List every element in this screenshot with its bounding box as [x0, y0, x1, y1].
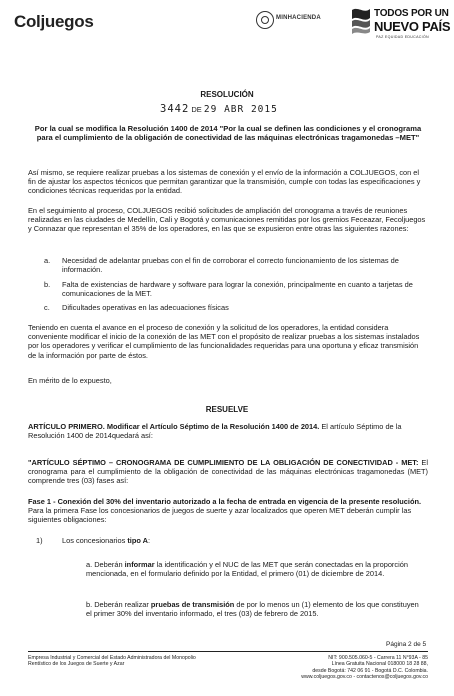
- page-number: Página 2 de 5: [386, 641, 427, 648]
- list-letter-b: b.: [44, 280, 51, 289]
- resolution-subject: Por la cual se modifica la Resolución 1400 de 2014 "Por la cual se definen las condiciones y el cronograma para el cumplimiento de la obligación de conectividad de las máquinas electrónicas tragamonedas –MET": [34, 124, 422, 143]
- article-first-text: El artículo Séptimo de la Resolución 1400 de 2014quedará así:: [28, 422, 402, 441]
- footer-web: www.coljuegos.gov.co - contactenos@coljuegos.gov.co: [301, 674, 428, 681]
- footer-contact: [270, 655, 428, 681]
- ministry-label: MINHACIENDA: [276, 15, 321, 21]
- item-1-post: :: [148, 536, 151, 545]
- list-letter-c: c.: [44, 303, 50, 312]
- item-1-bold: tipo A: [127, 536, 148, 545]
- item-1-pre: Los concesionarios: [62, 536, 128, 545]
- brand-slogan-line1: TODOS POR UN: [374, 8, 449, 19]
- paragraph-2: En el seguimiento al proceso, COLJUEGOS recibió solicitudes de ampliación del cronograma a través de reuniones realizadas en las ciudades de Medellín, Cali y Bogotá y comunicaciones remitidas por los gremios Feceazar, Fecoljuegos y Connazar que representan el 35% de los operadores, en las que se expusieron entre otras las siguientes razones:: [28, 206, 426, 234]
- brand-slogan-line2: NUEVO PAÍS: [374, 19, 451, 34]
- article-seventh-title: "ARTÍCULO SÉPTIMO – CRONOGRAMA DE CUMPLIMIENTO DE LA OBLIGACIÓN DE CONECTIVIDAD - MET:: [28, 458, 419, 467]
- article-seventh: [28, 458, 428, 486]
- footer-divider: [28, 651, 428, 652]
- phase-1-text: Para la primera Fase los concesionarios de juegos de suerte y azar localizados que operen MET deberán cumplir las siguientes obligaciones:: [28, 506, 412, 525]
- resolution-number: 3442: [160, 103, 190, 115]
- footer-nit: NIT: 900.505.060-5 - Carrera 11 N°93A - 85: [328, 655, 428, 661]
- sub-item-b: [86, 600, 426, 618]
- resolution-title: RESOLUCIÓN: [200, 90, 254, 99]
- paragraph-1: Así mismo, se requiere realizar pruebas a los sistemas de conexión y el envío de la información a COLJUEGOS, con el fin de ajustar los aspectos técnicos que permitan garantizar que la transmisión, cumple con todas las especificaciones y condiciones técnicas requeridas por la entidad.: [28, 168, 421, 196]
- article-first-title: ARTÍCULO PRIMERO. Modificar el Artículo Séptimo de la Resolución 1400 de 2014.: [28, 422, 320, 431]
- resolution-date: 29 ABR 2015: [203, 104, 278, 115]
- paragraph-3: Teniendo en cuenta el avance en el proceso de conexión y la solicitud de los operadores, la entidad considera conveniente modificar el inicio de la conexión de las MET con el propósito de realizar pruebas a los sistemas instalados por los operadores y verificar el cumplimiento de las funcionalidades requeridas para una oportuna y eficaz transmisión de la información por parte de éstos.: [28, 323, 420, 360]
- list-item-a: Necesidad de adelantar pruebas con el fin de corroborar el correcto funcionamiento de los sistemas de información.: [62, 256, 399, 275]
- article-seventh-text: El cronograma para el cumplimiento de la obligación de conectividad de las máquinas electrónicas tragamonedas (MET) comprende tres (03) fases así:: [28, 458, 428, 486]
- sub-item-b-bold: pruebas de transmisión: [150, 600, 235, 609]
- national-seal-icon: [256, 11, 274, 29]
- sub-item-a-bold: informar: [124, 560, 155, 569]
- resolution-de: DE: [191, 105, 202, 114]
- list-item-b: Falta de existencias de hardware y software para lograr la conexión, principalmente en cuanto a tarjetas de comunicaciones de la MET.: [62, 280, 413, 299]
- phase-1-title: Fase 1 - Conexión del 30% del inventario autorizado a la fecha de entrada en vigencia de la presente resolución.: [28, 497, 422, 506]
- sub-item-b-post: de por lo menos un (1) elemento de los que constituyen el primer 30% del inventario informado, el tres (03) de febrero de 2015.: [86, 600, 419, 619]
- resolution-number-line: [160, 103, 278, 115]
- sub-item-a: [86, 560, 426, 578]
- brand-flag-icon: [350, 6, 372, 36]
- paragraph-4: En mérito de lo expuesto,: [28, 376, 112, 385]
- item-1-number: 1): [36, 536, 43, 545]
- sub-item-a-post: la identificación y el NUC de las MET que serán conectadas en la proporción mencionada, en el formulario definido por la Entidad, el primero (01) de diciembre de 2014.: [86, 560, 408, 579]
- phase-1: [28, 497, 428, 525]
- coljuegos-logo: Coljuegos: [14, 12, 94, 31]
- footer-bogota: desde Bogotá: 742 06 91 - Bogotá D.C. Colombia.: [312, 667, 428, 674]
- list-item-c: Dificultades operativas en las adecuaciones físicas: [62, 303, 229, 312]
- article-first: [28, 422, 428, 440]
- item-1: [62, 536, 150, 545]
- brand-tagline: PAZ EQUIDAD EDUCACIÓN: [376, 35, 429, 39]
- footer-phone: Línea Gratuita Nacional 018000 18 28 88,: [331, 661, 428, 668]
- list-letter-a: a.: [44, 256, 51, 265]
- resuelve-heading: RESUELVE: [205, 405, 249, 414]
- footer-entity: Empresa Industrial y Comercial del Estado Administradora del Monopolio Rentístico de los Juegos de Suerte y Azar: [28, 655, 196, 668]
- sub-item-b-pre: b. Deberán realizar: [86, 600, 151, 609]
- sub-item-a-pre: a. Deberán: [86, 560, 125, 569]
